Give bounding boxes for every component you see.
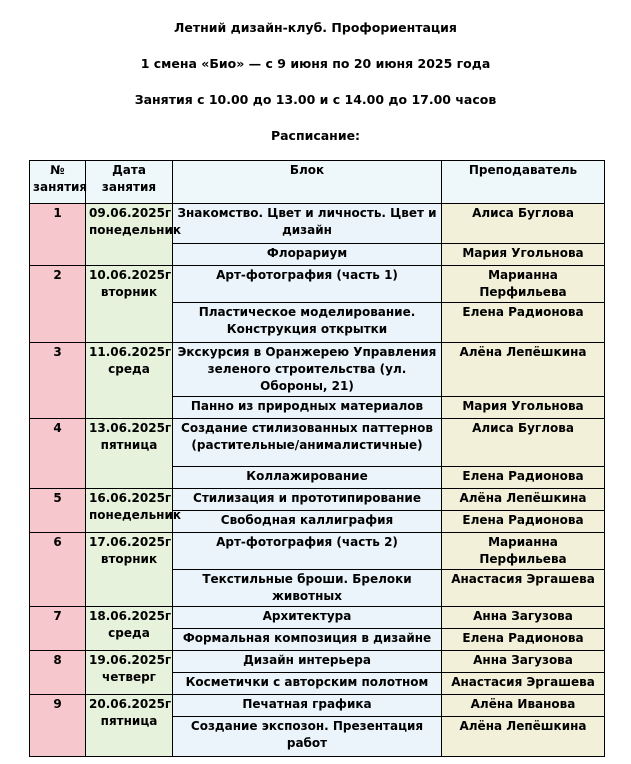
column-header-number: № занятия	[30, 161, 86, 204]
lesson-weekday: пятница	[100, 438, 158, 452]
lesson-weekday: понедельник	[89, 223, 182, 237]
lesson-date-value: 10.06.2025г	[89, 268, 172, 282]
lesson-number: 2	[30, 266, 86, 343]
session-dates: 1 смена «Био» — с 9 июня по 20 июня 2025 года	[140, 56, 491, 71]
lesson-teacher: Анна Загузова	[442, 651, 605, 673]
lesson-date	[86, 695, 173, 757]
lesson-teacher: Елена Радионова	[442, 467, 605, 489]
lesson-teacher: Марианна Перфильева	[442, 266, 605, 303]
lesson-weekday: четверг	[102, 670, 156, 684]
lesson-date	[86, 204, 182, 266]
lesson-date-value: 18.06.2025г	[89, 609, 172, 623]
lesson-date-value: 09.06.2025г	[89, 206, 172, 220]
class-hours: Занятия с 10.00 до 13.00 и с 14.00 до 17.00 часов	[134, 92, 497, 107]
lesson-block: Пластическое моделирование. Конструкция открытки	[173, 303, 442, 343]
lesson-weekday: понедельник	[89, 508, 182, 522]
column-header-teacher: Преподаватель	[442, 161, 605, 204]
lesson-number: 4	[30, 419, 86, 489]
table-row	[30, 204, 605, 244]
lesson-block: Арт-фотография (часть 2)	[173, 533, 442, 570]
lesson-date	[86, 419, 173, 489]
lesson-number: 5	[30, 489, 86, 533]
lesson-block: Панно из природных материалов	[173, 397, 442, 419]
lesson-teacher: Елена Радионова	[442, 511, 605, 533]
lesson-date	[86, 266, 173, 343]
table-row	[30, 343, 605, 397]
lesson-number: 3	[30, 343, 86, 419]
lesson-teacher: Елена Радионова	[442, 629, 605, 651]
lesson-date	[86, 489, 182, 533]
lesson-teacher: Анастасия Эргашева	[442, 570, 605, 607]
lesson-number: 7	[30, 607, 86, 651]
lesson-date-value: 16.06.2025г	[89, 491, 172, 505]
lesson-teacher: Алёна Лепёшкина	[442, 343, 605, 397]
lesson-teacher: Алиса Буглова	[442, 204, 605, 244]
lesson-teacher: Алёна Лепёшкина	[442, 717, 605, 757]
lesson-block: Арт-фотография (часть 1)	[173, 266, 442, 303]
lesson-date-value: 11.06.2025г	[89, 345, 172, 359]
table-row	[30, 266, 605, 303]
lesson-date-value: 19.06.2025г	[89, 653, 172, 667]
lesson-block: Свободная каллиграфия	[173, 511, 442, 533]
lesson-date-value: 13.06.2025г	[89, 421, 172, 435]
lesson-block: Формальная композиция в дизайне	[173, 629, 442, 651]
lesson-date-value: 17.06.2025г	[89, 535, 172, 549]
lesson-teacher: Алиса Буглова	[442, 419, 605, 467]
lesson-date-value: 20.06.2025г	[89, 697, 172, 711]
lesson-number: 9	[30, 695, 86, 757]
lesson-block: Создание стилизованных паттернов (растительные/анималистичные)	[173, 419, 442, 467]
lesson-teacher: Анна Загузова	[442, 607, 605, 629]
lesson-weekday: среда	[108, 626, 150, 640]
lesson-block: Экскурсия в Оранжерею Управления зеленого строительства (ул. Обороны, 21)	[173, 343, 442, 397]
lesson-date	[86, 607, 173, 651]
column-header-date: Дата занятия	[86, 161, 173, 204]
column-header-block: Блок	[173, 161, 442, 204]
lesson-block: Стилизация и прототипирование	[173, 489, 442, 511]
lesson-number: 8	[30, 651, 86, 695]
lesson-block: Знакомство. Цвет и личность. Цвет и дизайн	[173, 204, 442, 244]
schedule-heading: Расписание:	[270, 128, 361, 143]
lesson-weekday: среда	[108, 362, 150, 376]
lesson-date	[86, 651, 173, 695]
table-row	[30, 607, 605, 629]
lesson-weekday: вторник	[100, 552, 158, 566]
lesson-block: Дизайн интерьера	[173, 651, 442, 673]
lesson-teacher: Елена Радионова	[442, 303, 605, 343]
lesson-teacher: Мария Угольнова	[442, 397, 605, 419]
lesson-block: Косметички с авторским полотном	[173, 673, 442, 695]
lesson-weekday: пятница	[100, 714, 158, 728]
lesson-block: Текстильные броши. Брелоки животных	[173, 570, 442, 607]
lesson-date	[86, 343, 173, 419]
table-row	[30, 419, 605, 467]
table-row	[30, 533, 605, 570]
lesson-block: Флорариум	[173, 244, 442, 266]
table-row	[30, 651, 605, 673]
lesson-block: Печатная графика	[173, 695, 442, 717]
lesson-teacher: Мария Угольнова	[442, 244, 605, 266]
lesson-number: 1	[30, 204, 86, 266]
lesson-teacher: Анастасия Эргашева	[442, 673, 605, 695]
table-row	[30, 695, 605, 717]
lesson-block: Создание экспозон. Презентация работ	[173, 717, 442, 757]
lesson-block: Коллажирование	[173, 467, 442, 489]
lesson-block: Архитектура	[173, 607, 442, 629]
schedule-table	[29, 160, 605, 757]
lesson-date	[86, 533, 173, 607]
lesson-number: 6	[30, 533, 86, 607]
lesson-teacher: Алёна Иванова	[442, 695, 605, 717]
document-title: Летний дизайн-клуб. Профориентация	[174, 20, 457, 35]
schedule-body	[30, 204, 605, 757]
table-header-row	[30, 161, 605, 204]
table-row	[30, 489, 605, 511]
lesson-teacher: Алёна Лепёшкина	[442, 489, 605, 511]
lesson-weekday: вторник	[100, 285, 158, 299]
lesson-teacher: Марианна Перфильева	[442, 533, 605, 570]
